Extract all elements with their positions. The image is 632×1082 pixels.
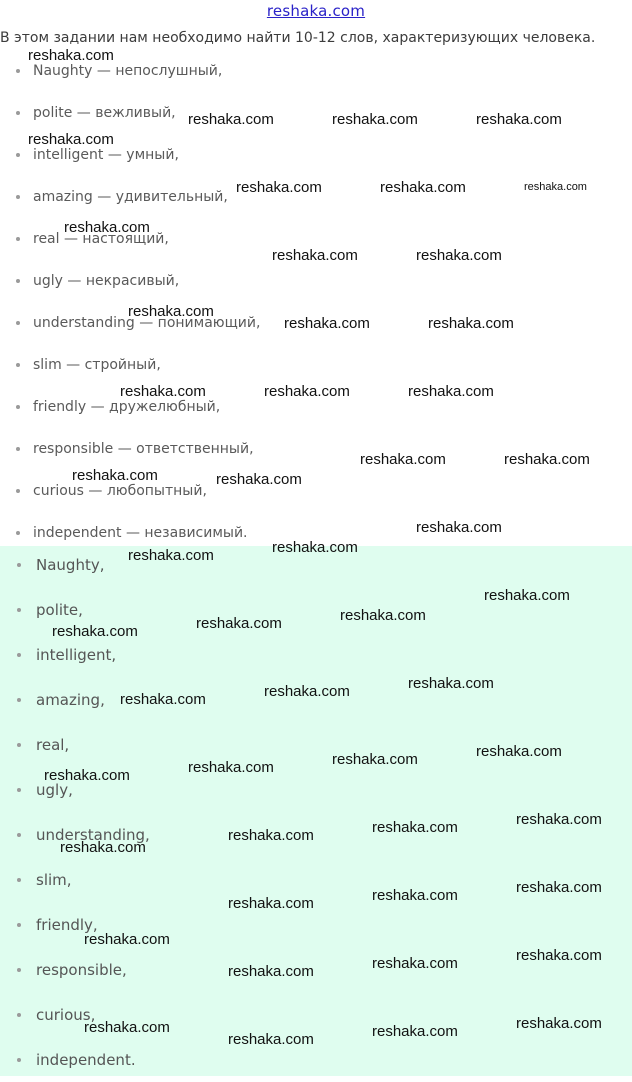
answer-word: polite, <box>36 600 83 619</box>
watermark: reshaka.com <box>372 887 458 904</box>
translation-text: slim — стройный, <box>33 357 161 373</box>
watermark: reshaka.com <box>408 675 494 692</box>
watermark: reshaka.com <box>120 691 206 708</box>
watermark: reshaka.com <box>524 181 587 193</box>
list-item <box>0 812 632 857</box>
watermark: reshaka.com <box>84 1019 170 1036</box>
watermark: reshaka.com <box>188 111 274 128</box>
translation-text: amazing — удивительный, <box>33 189 228 205</box>
list-item <box>0 587 632 632</box>
list-item <box>0 50 632 92</box>
bullet-icon <box>17 878 21 882</box>
watermark: reshaka.com <box>332 111 418 128</box>
watermark: reshaka.com <box>72 467 158 484</box>
answer-word: amazing, <box>36 690 105 709</box>
watermark: reshaka.com <box>476 111 562 128</box>
watermark: reshaka.com <box>216 471 302 488</box>
watermark: reshaka.com <box>272 247 358 264</box>
bullet-icon <box>17 788 21 792</box>
bullet-icon <box>17 698 21 702</box>
list-item <box>0 722 632 767</box>
list-item <box>0 947 632 992</box>
watermark: reshaka.com <box>476 743 562 760</box>
bullet-icon <box>17 1058 21 1062</box>
answer-word: friendly, <box>36 915 98 934</box>
watermark: reshaka.com <box>228 963 314 980</box>
watermark: reshaka.com <box>380 179 466 196</box>
watermark: reshaka.com <box>516 947 602 964</box>
watermark: reshaka.com <box>236 179 322 196</box>
watermark: reshaka.com <box>28 131 114 148</box>
watermark: reshaka.com <box>128 303 214 320</box>
watermark: reshaka.com <box>516 879 602 896</box>
watermark: reshaka.com <box>340 607 426 624</box>
bullet-icon <box>16 531 20 535</box>
site-link[interactable]: reshaka.com <box>266 2 366 20</box>
intro-text: В этом задании нам необходимо найти 10-12 слов, характеризующих человека. <box>0 30 596 46</box>
list-item <box>0 386 632 428</box>
list-item <box>0 428 632 470</box>
translation-text: responsible — ответственный, <box>33 441 254 457</box>
watermark: reshaka.com <box>284 315 370 332</box>
list-item <box>0 134 632 176</box>
bullet-icon <box>17 833 21 837</box>
bullet-icon <box>16 153 20 157</box>
bullet-icon <box>16 321 20 325</box>
watermark: reshaka.com <box>228 827 314 844</box>
bullet-icon <box>16 447 20 451</box>
list-item <box>0 92 632 134</box>
list-item <box>0 260 632 302</box>
watermark: reshaka.com <box>272 539 358 556</box>
watermark: reshaka.com <box>196 615 282 632</box>
list-item <box>0 1037 632 1082</box>
bullet-icon <box>17 653 21 657</box>
translation-text: understanding — понимающий, <box>33 315 261 331</box>
list-item <box>0 857 632 902</box>
bullet-icon <box>16 195 20 199</box>
watermark: reshaka.com <box>372 1023 458 1040</box>
bullet-icon <box>16 111 20 115</box>
watermark: reshaka.com <box>516 811 602 828</box>
list-item <box>0 677 632 722</box>
watermark: reshaka.com <box>128 547 214 564</box>
watermark: reshaka.com <box>120 383 206 400</box>
translation-text: Naughty — непослушный, <box>33 63 223 79</box>
bullet-icon <box>16 237 20 241</box>
translation-text: ugly — некрасивый, <box>33 273 180 289</box>
answer-word: Naughty, <box>36 555 105 574</box>
bullet-icon <box>17 923 21 927</box>
answer-word: real, <box>36 735 70 754</box>
bullet-icon <box>17 1013 21 1017</box>
answer-word: ugly, <box>36 780 73 799</box>
bullet-icon <box>16 363 20 367</box>
answer-word: independent. <box>36 1050 136 1069</box>
watermark: reshaka.com <box>416 519 502 536</box>
watermark: reshaka.com <box>372 819 458 836</box>
answer-word: curious, <box>36 1005 96 1024</box>
watermark: reshaka.com <box>428 315 514 332</box>
bullet-icon <box>17 563 21 567</box>
list-item <box>0 344 632 386</box>
bullet-icon <box>16 489 20 493</box>
bullet-icon <box>16 279 20 283</box>
watermark: reshaka.com <box>504 451 590 468</box>
translation-text: friendly — дружелюбный, <box>33 399 221 415</box>
watermark: reshaka.com <box>372 955 458 972</box>
list-item <box>0 902 632 947</box>
watermark: reshaka.com <box>516 1015 602 1032</box>
bullet-icon <box>17 608 21 612</box>
bullet-icon <box>17 968 21 972</box>
watermark: reshaka.com <box>360 451 446 468</box>
list-item <box>0 218 632 260</box>
watermark: reshaka.com <box>228 1031 314 1048</box>
watermark: reshaka.com <box>264 383 350 400</box>
watermark: reshaka.com <box>228 895 314 912</box>
watermark: reshaka.com <box>60 839 146 856</box>
watermark: reshaka.com <box>264 683 350 700</box>
bullet-icon <box>16 69 20 73</box>
list-item <box>0 470 632 512</box>
watermark: reshaka.com <box>64 219 150 236</box>
answer-list <box>0 542 632 1082</box>
list-item <box>0 632 632 677</box>
answer-word: intelligent, <box>36 645 117 664</box>
answer-word: understanding, <box>36 825 150 844</box>
watermark: reshaka.com <box>188 759 274 776</box>
translation-text: intelligent — умный, <box>33 147 179 163</box>
translation-text: independent — независимый. <box>33 525 248 541</box>
watermark: reshaka.com <box>408 383 494 400</box>
translation-text: polite — вежливый, <box>33 105 176 121</box>
translation-text: curious — любопытный, <box>33 483 207 499</box>
watermark: reshaka.com <box>44 767 130 784</box>
watermark: reshaka.com <box>332 751 418 768</box>
list-item <box>0 302 632 344</box>
watermark: reshaka.com <box>84 931 170 948</box>
list-item <box>0 176 632 218</box>
bullet-icon <box>17 743 21 747</box>
translation-list <box>0 50 632 554</box>
watermark: reshaka.com <box>416 247 502 264</box>
watermark: reshaka.com <box>484 587 570 604</box>
bullet-icon <box>16 405 20 409</box>
list-item <box>0 542 632 587</box>
answer-word: responsible, <box>36 960 127 979</box>
watermark: reshaka.com <box>52 623 138 640</box>
list-item <box>0 767 632 812</box>
watermark: reshaka.com <box>28 47 114 64</box>
answer-word: slim, <box>36 870 72 889</box>
list-item <box>0 992 632 1037</box>
translation-text: real — настоящий, <box>33 231 169 247</box>
